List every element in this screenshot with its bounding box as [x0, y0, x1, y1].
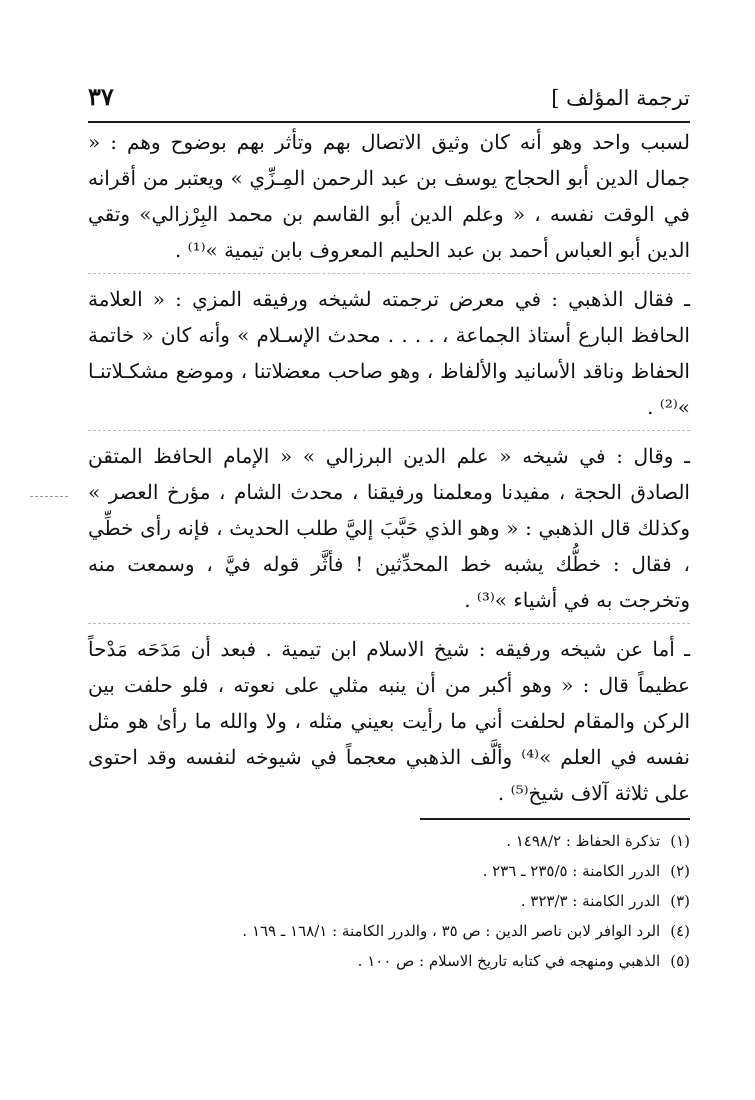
- footnote-text: تذكرة الحفاظ : ١٤٩٨/٢ .: [506, 832, 661, 850]
- paragraph-3: ـ وقال : في شيخه « علم الدين البرزالي » « الإمام الحافظ المتقن الصادق الحجة ، مفيدنا ومعلمنا ورفيقنا ، محدث الشام ، مؤرخ العصر » وكذلك قال الذهبي : « وهو الذي حَبَّبَ إليَّ طلب الحديث ، فإنه رأى خطِّي ، فقال : خطُّك يشبه خط المحدِّثين ! فأثَّر قوله فيَّ ، وسمعت منه وتخرجت به في أشياء »⁽³⁾ .: [88, 444, 690, 612]
- paragraph-1: لسبب واحد وهو أنه كان وثيق الاتصال بهم وتأثر بهم بوضوح وهم : « جمال الدين أبو الحجاج يوسف بن عبد الرحمن المِـزِّي » ويعتبر من أقرانه في الوقت نفسه ، « وعلم الدين أبو القاسم بن محمد البِرْزالي» وتقي الدين أبو العباس أحمد بن عبد الحليم المعروف بابن تيمية »⁽¹⁾ .: [88, 130, 690, 262]
- running-title: ترجمة المؤلف ]: [551, 86, 690, 110]
- footnote-text: الذهبي ومنهجه في كتابه تاريخ الاسلام : ص ١٠٠ .: [357, 952, 661, 970]
- paragraph-divider: [88, 623, 690, 624]
- footnote-text: الدرر الكامنة : ٢٣٥/٥ ـ ٢٣٦ .: [482, 862, 661, 880]
- footnote-item: [88, 946, 690, 976]
- footnote-number: (٥): [670, 952, 690, 970]
- paragraph-divider: [88, 273, 690, 274]
- paragraph-2: ـ فقال الذهبي : في معرض ترجمته لشيخه ورفيقه المزي : « العلامة الحافظ البارع أستاذ الجماعة ، . . . . محدث الإسـلام » وأنه كان « خاتمة الحفاظ وناقد الأسانيد والألفاظ ، وهو صاحب معضلاتنا ، وموضع مشكـلاتنـا »⁽²⁾ .: [88, 287, 690, 419]
- paragraph-divider: [88, 430, 690, 431]
- header-rule: [88, 121, 690, 123]
- footnote-item: [88, 826, 690, 856]
- footnote-text: الدرر الكامنة : ٣٢٣/٣ .: [520, 892, 661, 910]
- footnote-item: [88, 886, 690, 916]
- main-text: [88, 124, 690, 811]
- footnote-number: (١): [670, 832, 690, 850]
- footnote-number: (٣): [670, 892, 690, 910]
- footnote-item: [88, 856, 690, 886]
- footnote-item: [88, 916, 690, 946]
- footnote-number: (٢): [670, 862, 690, 880]
- paragraph-4: ـ أما عن شيخه ورفيقه : شيخ الاسلام ابن تيمية . فبعد أن مَدَحَه مَدْحاً عظيماً قال : « وهو أكبر من أن ينبه مثلي على نعوته ، فلو حلفت بين الركن والمقام لحلفت أني ما رأيت بعيني مثله ، ولا والله ما رأىٰ هو مثل نفسه في العلم »⁽⁴⁾ وألَّف الذهبي معجماً في شيوخه لنفسه وقد احتوى على ثلاثة آلاف شيخ⁽⁵⁾ .: [88, 637, 690, 805]
- margin-mark: [30, 496, 68, 497]
- page-header: [88, 78, 690, 118]
- footnotes-list: [88, 826, 690, 976]
- footnote-rule: [420, 818, 690, 820]
- page-number: ٣٧: [88, 82, 114, 111]
- footnote-text: الرد الوافر لابن ناصر الدين : ص ٣٥ ، والدرر الكامنة : ١٦٨/١ ـ ١٦٩ .: [242, 922, 661, 940]
- footnote-number: (٤): [670, 922, 690, 940]
